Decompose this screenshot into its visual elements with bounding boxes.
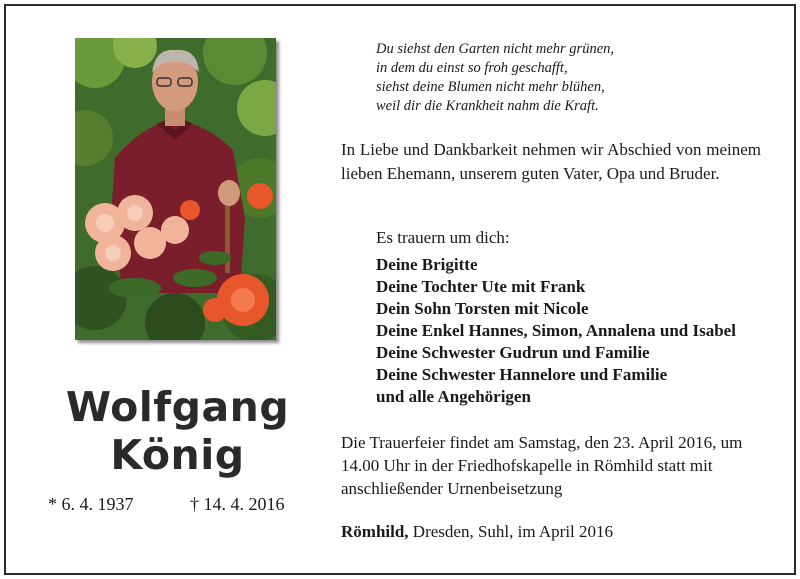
mourner: Deine Enkel Hannes, Simon, Annalena und Isabel — [376, 321, 736, 340]
poem-line: Du siehst den Garten nicht mehr grünen, — [376, 41, 615, 57]
portrait-photo — [75, 38, 276, 340]
poem-line: siehst deine Blumen nicht mehr blühen, — [376, 79, 605, 95]
mourner: Deine Schwester Gudrun und Familie — [376, 343, 650, 362]
poem-line: in dem du einst so froh geschafft, — [376, 60, 568, 76]
mourner: Deine Tochter Ute mit Frank — [376, 277, 586, 296]
funeral-info: Die Trauerfeier findet am Samstag, den 23. April 2016, um 14.00 Uhr in der Friedhofskapelle in Römhild statt mit anschließender Urnenbeisetzung — [341, 433, 743, 498]
deceased-first-name: Wolfgang — [65, 383, 290, 431]
intro-text: In Liebe und Dankbarkeit nehmen wir Abschied von meinem lieben Ehemann, unserem guten Vater, Opa und Bruder. — [341, 140, 761, 183]
deceased-last-name: König — [110, 431, 245, 479]
mourner: Deine Schwester Hannelore und Familie — [376, 365, 668, 384]
death-date: † 14. 4. 2016 — [190, 494, 285, 514]
mourners-list — [376, 254, 736, 408]
closing-place: Römhild, — [341, 522, 409, 541]
closing-rest: Dresden, Suhl, im April 2016 — [408, 522, 614, 541]
poem — [376, 40, 614, 116]
closing-line — [341, 522, 613, 542]
poem-line: weil dir die Krankheit nahm die Kraft. — [376, 98, 599, 114]
mourner: und alle Angehörigen — [376, 387, 531, 406]
mourners-heading: Es trauern um dich: — [376, 228, 510, 247]
mourner: Deine Brigitte — [376, 255, 478, 274]
mourner: Dein Sohn Torsten mit Nicole — [376, 299, 589, 318]
birth-date: * 6. 4. 1937 — [48, 494, 134, 514]
